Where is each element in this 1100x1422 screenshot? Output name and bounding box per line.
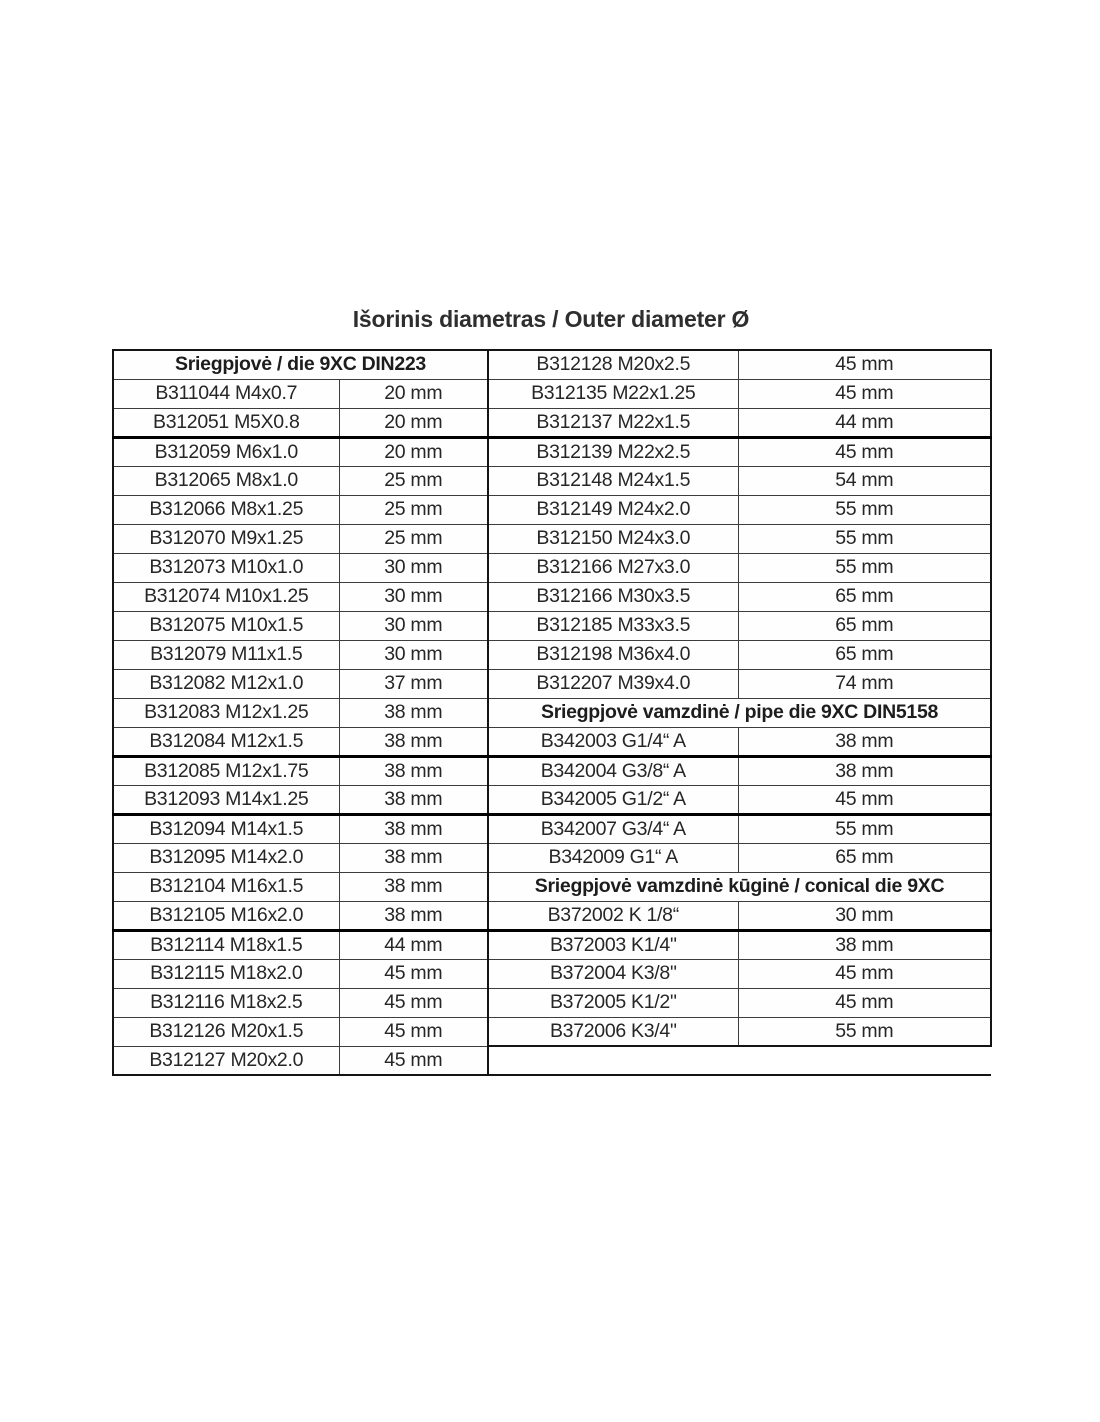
product-code-cell: B312084 M12x1.5: [113, 727, 339, 756]
table-row: [113, 814, 991, 843]
diameter-cell: 45 mm: [738, 785, 991, 814]
product-code-cell: B312207 M39x4.0: [488, 669, 738, 698]
product-code-cell: B342004 G3/8“ A: [488, 756, 738, 785]
product-code-cell: B372005 K1/2": [488, 988, 738, 1017]
section-header-cell: Sriegpjovė / die 9XC DIN223: [113, 350, 488, 379]
diameter-cell: 38 mm: [339, 785, 488, 814]
product-code-cell: B312137 M22x1.5: [488, 408, 738, 437]
table-row: [113, 437, 991, 466]
product-code-cell: B312126 M20x1.5: [113, 1017, 339, 1046]
table-row: [113, 1017, 991, 1046]
diameter-cell: 38 mm: [339, 901, 488, 930]
diameter-cell: 44 mm: [339, 930, 488, 959]
product-code-cell: B312075 M10x1.5: [113, 611, 339, 640]
section-header-cell: Sriegpjovė vamzdinė kūginė / conical die 9XC: [488, 872, 991, 901]
outer-diameter-table: [112, 349, 992, 1076]
product-code-cell: B312116 M18x2.5: [113, 988, 339, 1017]
diameter-cell: 45 mm: [339, 988, 488, 1017]
product-code-cell: B312148 M24x1.5: [488, 466, 738, 495]
product-code-cell: B312135 M22x1.25: [488, 379, 738, 408]
diameter-cell: 20 mm: [339, 379, 488, 408]
diameter-cell: 55 mm: [738, 1017, 991, 1046]
product-code-cell: B312104 M16x1.5: [113, 872, 339, 901]
section-header-cell: Sriegpjovė vamzdinė / pipe die 9XC DIN5158: [488, 698, 991, 727]
product-code-cell: B342007 G3/4“ A: [488, 814, 738, 843]
product-code-cell: B312198 M36x4.0: [488, 640, 738, 669]
diameter-cell: 37 mm: [339, 669, 488, 698]
diameter-cell: 55 mm: [738, 553, 991, 582]
table-row: [113, 495, 991, 524]
empty-area: [488, 1046, 991, 1075]
diameter-cell: 38 mm: [339, 872, 488, 901]
table-row: [113, 669, 991, 698]
product-code-cell: B312149 M24x2.0: [488, 495, 738, 524]
diameter-cell: 30 mm: [339, 582, 488, 611]
diameter-cell: 38 mm: [738, 756, 991, 785]
table-row: [113, 756, 991, 785]
product-code-cell: B312166 M27x3.0: [488, 553, 738, 582]
product-code-cell: B312185 M33x3.5: [488, 611, 738, 640]
product-code-cell: B312127 M20x2.0: [113, 1046, 339, 1075]
diameter-cell: 74 mm: [738, 669, 991, 698]
table-body: [113, 350, 991, 1075]
product-code-cell: B312115 M18x2.0: [113, 959, 339, 988]
table-row: [113, 901, 991, 930]
product-code-cell: B312166 M30x3.5: [488, 582, 738, 611]
diameter-cell: 45 mm: [738, 437, 991, 466]
diameter-cell: 45 mm: [339, 959, 488, 988]
table-row: [113, 727, 991, 756]
product-code-cell: B312093 M14x1.25: [113, 785, 339, 814]
product-code-cell: B342005 G1/2“ A: [488, 785, 738, 814]
diameter-cell: 38 mm: [339, 698, 488, 727]
diameter-cell: 55 mm: [738, 495, 991, 524]
diameter-cell: 65 mm: [738, 843, 991, 872]
diameter-cell: 38 mm: [339, 814, 488, 843]
diameter-cell: 45 mm: [339, 1017, 488, 1046]
product-code-cell: B312066 M8x1.25: [113, 495, 339, 524]
product-code-cell: B312094 M14x1.5: [113, 814, 339, 843]
product-code-cell: B312139 M22x2.5: [488, 437, 738, 466]
page-title: Išorinis diametras / Outer diameter Ø: [352, 306, 750, 332]
table-row: [113, 379, 991, 408]
diameter-cell: 38 mm: [339, 843, 488, 872]
product-code-cell: B312150 M24x3.0: [488, 524, 738, 553]
diameter-cell: 45 mm: [339, 1046, 488, 1075]
product-code-cell: B312082 M12x1.0: [113, 669, 339, 698]
product-code-cell: B312070 M9x1.25: [113, 524, 339, 553]
diameter-cell: 65 mm: [738, 640, 991, 669]
table-row: [113, 611, 991, 640]
product-code-cell: B312083 M12x1.25: [113, 698, 339, 727]
product-code-cell: B312095 M14x2.0: [113, 843, 339, 872]
diameter-cell: 45 mm: [738, 959, 991, 988]
diameter-cell: 38 mm: [738, 727, 991, 756]
table-row: [113, 988, 991, 1017]
diameter-cell: 20 mm: [339, 408, 488, 437]
diameter-cell: 25 mm: [339, 524, 488, 553]
product-code-cell: B312073 M10x1.0: [113, 553, 339, 582]
product-code-cell: B312065 M8x1.0: [113, 466, 339, 495]
table-row: [113, 698, 991, 727]
table-row: [113, 350, 991, 379]
diameter-cell: 38 mm: [339, 727, 488, 756]
table-section: [112, 306, 990, 1076]
product-code-cell: B312059 M6x1.0: [113, 437, 339, 466]
product-code-cell: B312105 M16x2.0: [113, 901, 339, 930]
diameter-cell: 44 mm: [738, 408, 991, 437]
table-row: [113, 466, 991, 495]
product-code-cell: B312128 M20x2.5: [488, 350, 738, 379]
table-row: [113, 843, 991, 872]
product-code-cell: B312085 M12x1.75: [113, 756, 339, 785]
table-row: [113, 553, 991, 582]
table-row: [113, 959, 991, 988]
table-row: [113, 1046, 991, 1075]
product-code-cell: B372006 K3/4": [488, 1017, 738, 1046]
table-row: [113, 408, 991, 437]
product-code-cell: B342003 G1/4“ A: [488, 727, 738, 756]
product-code-cell: B372004 K3/8": [488, 959, 738, 988]
diameter-cell: 30 mm: [339, 611, 488, 640]
product-code-cell: B372003 K1/4": [488, 930, 738, 959]
diameter-cell: 55 mm: [738, 814, 991, 843]
diameter-cell: 25 mm: [339, 495, 488, 524]
table-row: [113, 785, 991, 814]
product-code-cell: B312051 M5X0.8: [113, 408, 339, 437]
diameter-cell: 65 mm: [738, 611, 991, 640]
diameter-cell: 30 mm: [738, 901, 991, 930]
table-row: [113, 872, 991, 901]
product-code-cell: B342009 G1“ A: [488, 843, 738, 872]
product-code-cell: B312074 M10x1.25: [113, 582, 339, 611]
table-row: [113, 524, 991, 553]
diameter-cell: 30 mm: [339, 553, 488, 582]
diameter-cell: 25 mm: [339, 466, 488, 495]
diameter-cell: 45 mm: [738, 350, 991, 379]
diameter-cell: 30 mm: [339, 640, 488, 669]
diameter-cell: 55 mm: [738, 524, 991, 553]
diameter-cell: 65 mm: [738, 582, 991, 611]
table-row: [113, 640, 991, 669]
product-code-cell: B312079 M11x1.5: [113, 640, 339, 669]
product-code-cell: B311044 M4x0.7: [113, 379, 339, 408]
table-row: [113, 582, 991, 611]
diameter-cell: 45 mm: [738, 379, 991, 408]
diameter-cell: 38 mm: [738, 930, 991, 959]
product-code-cell: B312114 M18x1.5: [113, 930, 339, 959]
product-code-cell: B372002 K 1/8“: [488, 901, 738, 930]
diameter-cell: 20 mm: [339, 437, 488, 466]
diameter-cell: 38 mm: [339, 756, 488, 785]
diameter-cell: 54 mm: [738, 466, 991, 495]
table-row: [113, 930, 991, 959]
diameter-cell: 45 mm: [738, 988, 991, 1017]
